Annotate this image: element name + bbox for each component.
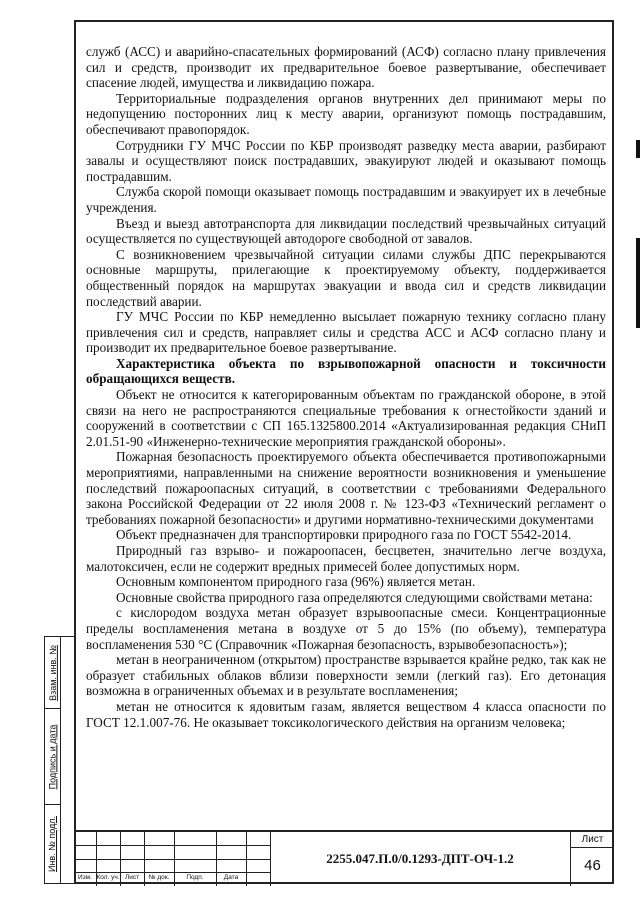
paragraph: служб (АСС) и аварийно-спасательных формирований (АСФ) согласно плану привлечения сил и средств, производит их предварительное боевое развертывание, обеспечивает спасение людей, имущества и ликвидацию пожара. (86, 44, 606, 91)
section-heading: Характеристика объекта по взрывопожарной опасности и токсичности обращающихся веществ. (86, 355, 606, 387)
stamp-col-list: Лист (124, 874, 140, 881)
side-approval-table (44, 636, 74, 884)
document-code: 2255.047.П.0/0.1293-ДПТ-ОЧ-1.2 (326, 851, 514, 866)
side-label-vzam: Взам. инв. № (47, 645, 58, 701)
paragraph: ГУ МЧС России по КБР немедленно высылает пожарную технику согласно плану привлечения сил и средств, направляет силы и средства АСС и АСФ согласно плану и производит их предварительное боевое развертывание. (86, 309, 606, 356)
stamp-col-izm: Изм. (78, 874, 92, 881)
paragraph: с кислородом воздуха метан образует взрывоопасные смеси. Концентрационные пределы воспламенения метана в воздухе от 5 до 15% (по объему), температура воспламенения 530 °С (Справочник «Пожарная безопасность, взрывобезопасность»); (86, 605, 606, 652)
paragraph: Пожарная безопасность проектируемого объекта обеспечивается противопожарными мероприятиями, направленными на снижение вероятности возникновения и уменьшение последствий пожароопасных ситуаций, в соответствии с требованиями Федерального закона Российской Федерации от 22 июля 2008 г. № 123-ФЗ «Технический регламент о требованиях пожарной безопасности» и другими нормативно-техническими документами (86, 449, 606, 527)
edge-mark (636, 140, 640, 158)
paragraph: Основные свойства природного газа определяются следующими свойствами метана: (116, 589, 593, 605)
paragraph: Объект не относится к категорированным объектам по гражданской обороне, в этой связи на него не распространяются специальные требования к огнестойкости зданий и сооружений в соответствии с СП 165.1325800.2014 «Актуализированная редакция СНиП 2.01.51-90 «Инженерно-технические мероприятия гражданской обороны». (86, 387, 606, 449)
paragraph: Основным компонентом природного газа (96%) является метан. (116, 574, 476, 590)
paragraph: Природный газ взрыво- и пожароопасен, бесцветен, значительно легче воздуха, малотоксичен, если не содержит вредных примесей более допустимых норм. (86, 543, 606, 574)
sheet-label: Лист (570, 832, 614, 848)
paragraph: метан в неограниченном (открытом) пространстве взрывается крайне редко, так как не образует стабильных облаков вблизи поверхности земли (легкий газ). Его детонация возможна в ограниченных объемах и в результате воспламенения; (86, 652, 606, 699)
stamp-col-kolvo: Кол. уч. (96, 874, 120, 881)
paragraph: Территориальные подразделения органов внутренних дел принимают меры по недопущению посторонних лиц к месту аварии, организуют помощь пострадавшим, обеспечивают правопорядок. (86, 90, 606, 137)
sheet-number: 46 (570, 848, 614, 886)
paragraph: Служба скорой помощи оказывает помощь пострадавшим и эвакуирует их в лечебные учреждения. (86, 184, 606, 215)
paragraph: Въезд и выезд автотранспорта для ликвидации последствий чрезвычайных ситуаций осуществляется по существующей автодороге свободной от завалов. (86, 215, 606, 247)
paragraph: С возникновением чрезвычайной ситуации силами службы ДПС перекрываются основные маршруты, прилегающие к проектируемому объекту, поддерживается общественный порядок на маршрутах эвакуации и ввода сил и средств ликвидации последствий аварии. (86, 246, 606, 309)
stamp-col-data: Дата (223, 874, 239, 881)
paragraph: Объект предназначен для транспортировки природного газа по ГОСТ 5542-2014. (116, 527, 572, 543)
paragraph: метан не относится к ядовитым газам, является веществом 4 класса опасности по ГОСТ 12.1.007-76. Не оказывает токсикологического действия на организм человека; (86, 698, 606, 730)
stamp-col-podp: Подп. (186, 874, 204, 881)
side-label-podpis: Подпись и дата (47, 724, 58, 790)
stamp-col-ndoc: № док. (148, 874, 170, 881)
document-body (86, 44, 606, 730)
title-block (74, 830, 614, 884)
paragraph: Сотрудники ГУ МЧС России по КБР производят разведку места аварии, разбирают завалы и осуществляют поиск пострадавших, эвакуируют людей и оказывают помощь пострадавшим. (86, 137, 606, 184)
side-label-inv: Инв. № подл. (47, 815, 58, 873)
edge-mark (636, 238, 640, 328)
